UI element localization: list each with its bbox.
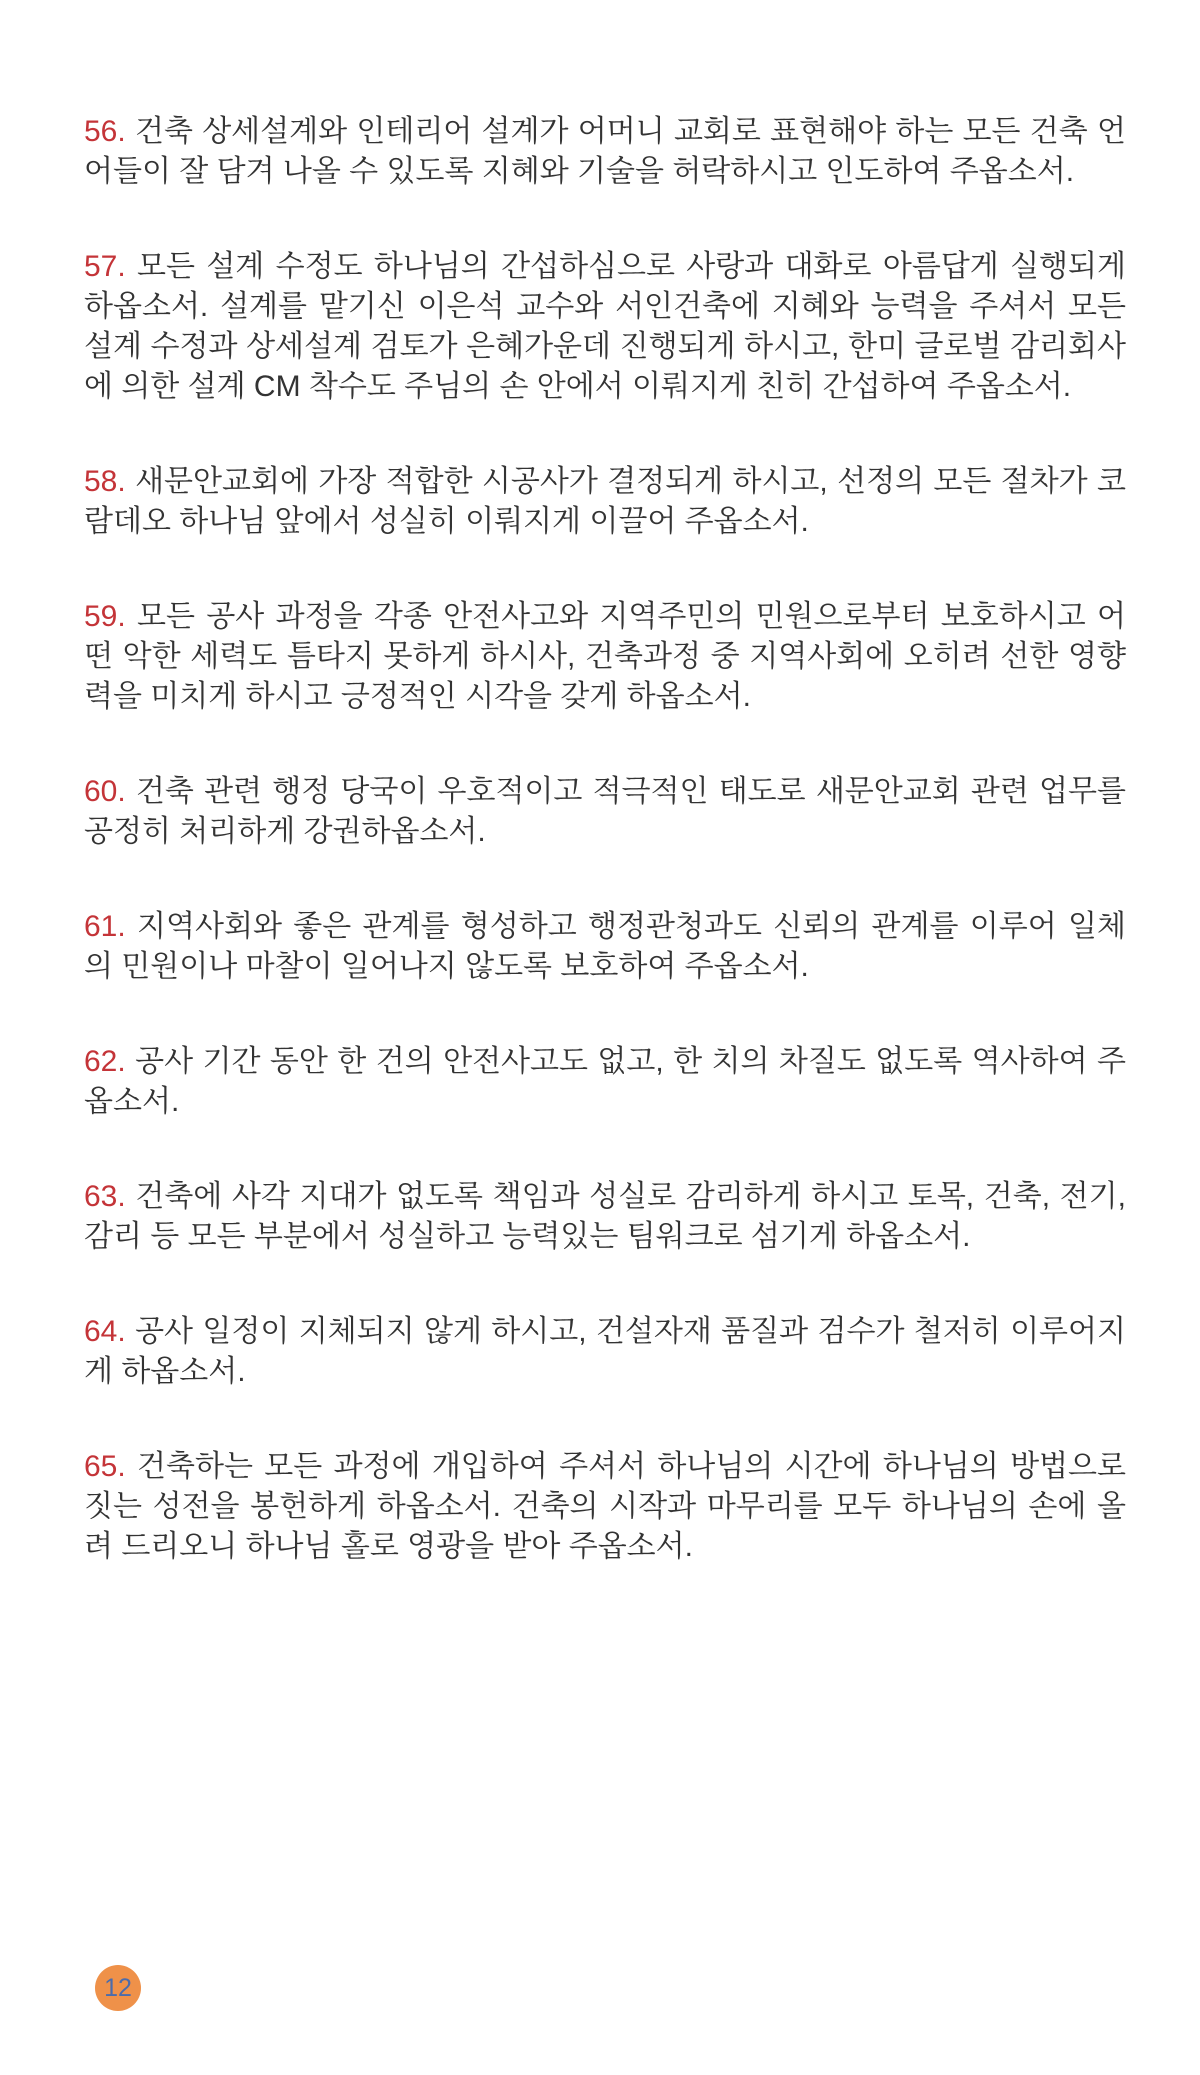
prayer-text: 공사 기간 동안 한 건의 안전사고도 없고, 한 치의 차질도 없도록 역사하여 주옵소서. <box>84 1045 1126 1118</box>
prayer-number: 56. <box>84 115 126 148</box>
prayer-list <box>84 112 1126 1567</box>
prayer-text: 공사 일정이 지체되지 않게 하시고, 건설자재 품질과 검수가 철저히 이루어지게 하옵소서. <box>84 1315 1126 1388</box>
prayer-number: 65. <box>84 1450 126 1483</box>
prayer-item-61 <box>84 907 1126 987</box>
prayer-text: 새문안교회에 가장 적합한 시공사가 결정되게 하시고, 선정의 모든 절차가 코람데오 하나님 앞에서 성실히 이뤄지게 이끌어 주옵소서. <box>84 465 1126 538</box>
prayer-item-65 <box>84 1447 1126 1567</box>
prayer-text: 모든 설계 수정도 하나님의 간섭하심으로 사랑과 대화로 아름답게 실행되게 하옵소서. 설계를 맡기신 이은석 교수와 서인건축에 지혜와 능력을 주셔서 모든 설계 수정과 상세설계 검토가 은혜가운데 진행되게 하시고, 한미 글로벌 감리회사에 의한 설계 CM 착수도 주님의 손 안에서 이뤄지게 친히 간섭하여 주옵소서. <box>84 250 1126 403</box>
prayer-text: 건축 상세설계와 인테리어 설계가 어머니 교회로 표현해야 하는 모든 건축 언어들이 잘 담겨 나올 수 있도록 지혜와 기술을 허락하시고 인도하여 주옵소서. <box>84 115 1126 188</box>
prayer-number: 60. <box>84 775 126 808</box>
prayer-number: 57. <box>84 250 126 283</box>
prayer-item-64 <box>84 1312 1126 1392</box>
prayer-item-57 <box>84 247 1126 407</box>
prayer-number: 63. <box>84 1180 126 1213</box>
prayer-text: 건축 관련 행정 당국이 우호적이고 적극적인 태도로 새문안교회 관련 업무를 공정히 처리하게 강권하옵소서. <box>84 775 1126 848</box>
prayer-text: 건축에 사각 지대가 없도록 책임과 성실로 감리하게 하시고 토목, 건축, 전기, 감리 등 모든 부분에서 성실하고 능력있는 팀워크로 섬기게 하옵소서. <box>84 1180 1126 1253</box>
prayer-item-58 <box>84 462 1126 542</box>
prayer-text: 지역사회와 좋은 관계를 형성하고 행정관청과도 신뢰의 관계를 이루어 일체의 민원이나 마찰이 일어나지 않도록 보호하여 주옵소서. <box>84 910 1126 983</box>
prayer-item-59 <box>84 597 1126 717</box>
prayer-number: 62. <box>84 1045 126 1078</box>
prayer-number: 59. <box>84 600 126 633</box>
prayer-text: 건축하는 모든 과정에 개입하여 주셔서 하나님의 시간에 하나님의 방법으로 짓는 성전을 봉헌하게 하옵소서. 건축의 시작과 마무리를 모두 하나님의 손에 올려 드리오니 하나님 홀로 영광을 받아 주옵소서. <box>84 1450 1126 1563</box>
prayer-number: 61. <box>84 910 126 943</box>
page-number-badge <box>95 1965 141 2011</box>
prayer-number: 58. <box>84 465 126 498</box>
prayer-item-56 <box>84 112 1126 192</box>
page-number: 12 <box>104 1973 132 2002</box>
prayer-number: 64. <box>84 1315 126 1348</box>
prayer-item-62 <box>84 1042 1126 1122</box>
prayer-item-63 <box>84 1177 1126 1257</box>
prayer-text: 모든 공사 과정을 각종 안전사고와 지역주민의 민원으로부터 보호하시고 어떤 악한 세력도 틈타지 못하게 하시사, 건축과정 중 지역사회에 오히려 선한 영향력을 미치게 하시고 긍정적인 시각을 갖게 하옵소서. <box>84 600 1126 713</box>
prayer-item-60 <box>84 772 1126 852</box>
